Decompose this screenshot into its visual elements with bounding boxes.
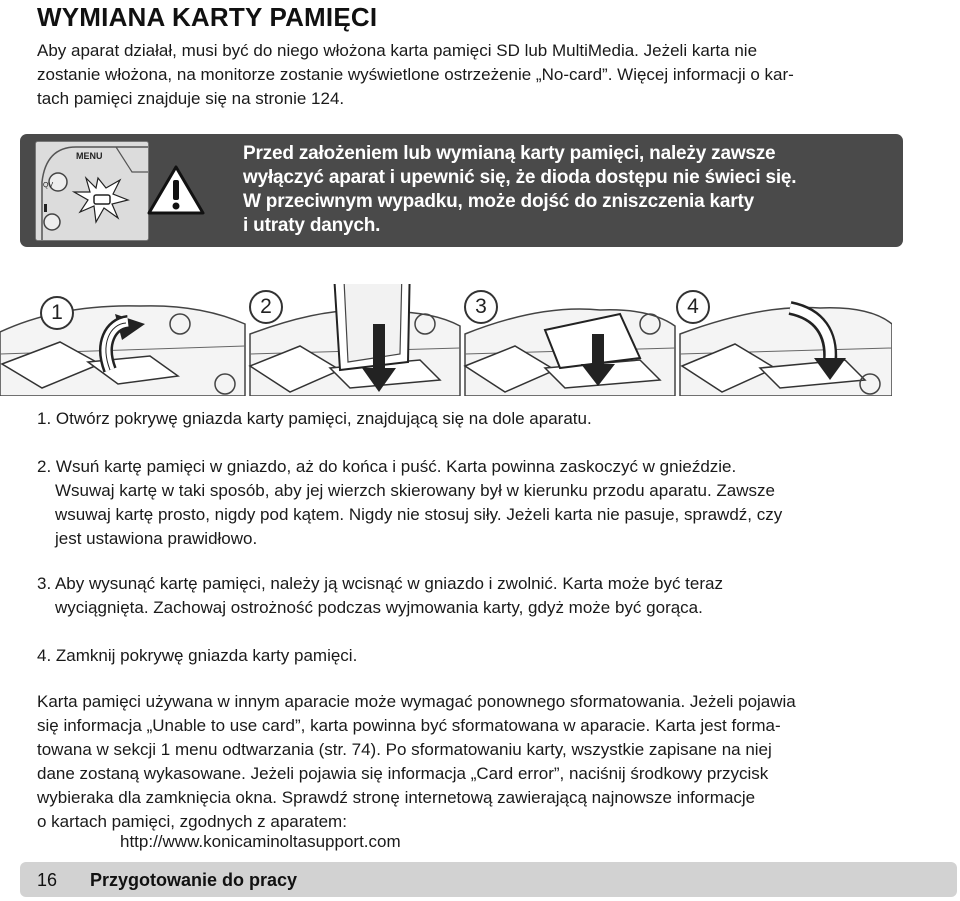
- intro-paragraph: [37, 39, 897, 111]
- step-number-4: 4: [676, 290, 710, 324]
- step-line: jest ustawiona prawidłowo.: [55, 529, 258, 548]
- step-number-1: 1: [40, 296, 74, 330]
- access-lamp-illustration: [35, 141, 149, 241]
- intro-line: Aby aparat działał, musi być do niego włożona karta pamięci SD lub MultiMedia. Jeżeli karta nie: [37, 41, 758, 60]
- page-title: WYMIANA KARTY PAMIĘCI: [37, 2, 378, 32]
- step-1-text: [37, 407, 897, 431]
- note-line: się informacja „Unable to use card”, karta powinna być sformatowana w aparacie. Karta jest forma-: [37, 716, 781, 735]
- step-line: Wsuwaj kartę w taki sposób, aby jej wierzch skierowany był w kierunku przodu aparatu. Zawsze: [55, 481, 775, 500]
- card-insertion-illustration: [0, 284, 892, 396]
- intro-line: zostanie włożona, na monitorze zostanie wyświetlone ostrzeżenie „No-card”. Więcej informacji o kar-: [37, 65, 794, 84]
- step-line: 3. Aby wysunąć kartę pamięci, należy ją wcisnąć w gniazdo i zwolnić. Karta może być teraz: [37, 574, 723, 593]
- note-paragraph: [37, 690, 917, 834]
- note-line: towana w sekcji 1 menu odtwarzania (str. 74). Po sformatowaniu karty, wszystkie zapisane na niej: [37, 740, 772, 759]
- warning-line: Przed założeniem lub wymianą karty pamięci, należy zawsze: [243, 143, 776, 164]
- intro-line: tach pamięci znajduje się na stronie 124.: [37, 89, 345, 108]
- page-number: 16: [37, 870, 58, 890]
- step-line: 1. Otwórz pokrywę gniazda karty pamięci, znajdującą się na dole aparatu.: [37, 409, 592, 428]
- step-number-2: 2: [249, 290, 283, 324]
- warning-line: i utraty danych.: [243, 215, 381, 236]
- step-line: wsuwaj kartę prosto, nigdy pod kątem. Nigdy nie stosuj siły. Jeżeli karta nie pasuje, sprawdź, czy: [55, 505, 783, 524]
- step-number-3: 3: [464, 290, 498, 324]
- step-3-text: [37, 572, 897, 620]
- warning-line: wyłączyć aparat i upewnić się, że dioda dostępu nie świeci się.: [243, 167, 797, 188]
- step-line: 2. Wsuń kartę pamięci w gniazdo, aż do końca i puść. Karta powinna zaskoczyć w gnieździe.: [37, 457, 737, 476]
- warning-triangle-icon: [146, 164, 206, 216]
- step-4-text: [37, 644, 897, 668]
- qv-label: QV: [43, 182, 54, 189]
- warning-line: W przeciwnym wypadku, może dojść do zniszczenia karty: [243, 191, 754, 212]
- section-label: Przygotowanie do pracy: [90, 870, 298, 890]
- step-4-illustration: [680, 308, 892, 396]
- step-line: 4. Zamknij pokrywę gniazda karty pamięci.: [37, 646, 358, 665]
- note-line: Karta pamięci używana w innym aparacie może wymagać ponownego sformatowania. Jeżeli pojawia: [37, 692, 796, 711]
- menu-label: MENU: [76, 151, 103, 161]
- step-3-illustration: [465, 309, 675, 396]
- step-2-text: [37, 455, 897, 551]
- step-line: wyciągnięta. Zachowaj ostrożność podczas wyjmowania karty, gdyż może być gorąca.: [55, 598, 703, 617]
- support-url: http://www.konicaminoltasupport.com: [120, 832, 401, 851]
- note-line: dane zostaną wykasowane. Jeżeli pojawia się informacja „Card error”, naciśnij środkowy przycisk: [37, 764, 769, 783]
- note-line: wybieraka dla zamknięcia okna. Sprawdź stronę internetową zawierającą najnowsze informacje: [37, 788, 756, 807]
- note-line: o kartach pamięci, zgodnych z aparatem:: [37, 812, 347, 831]
- step-illustrations: [0, 284, 892, 396]
- warning-text: [243, 142, 883, 238]
- step-1-illustration: [0, 306, 245, 396]
- camera-back-icon: [36, 142, 148, 240]
